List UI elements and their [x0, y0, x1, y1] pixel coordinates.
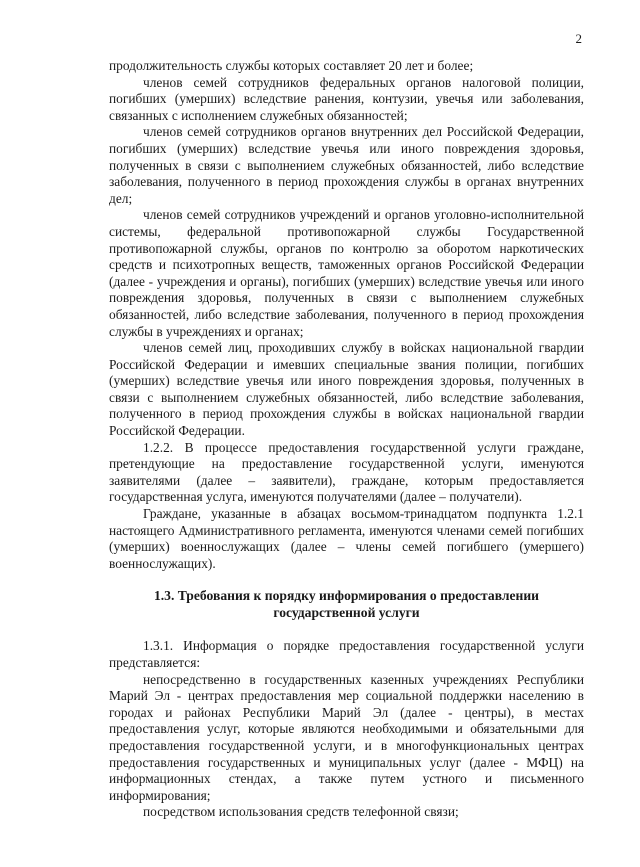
paragraph: непосредственно в государственных казенных учреждениях Республики Марий Эл - центрах предоставления мер социальной поддержки населению в городах и районах Республики Марий Эл (далее - центры), в местах предоставления услуг, которые являются необходимыми и обязательными для предоставления государственной услуги, и в многофункциональных центрах предоставления государственных и муниципальных услуг (далее - МФЦ) на информационных стендах, а также путем устного и письменного информирования;	[109, 671, 584, 803]
page-number: 2	[575, 31, 582, 46]
paragraph: посредством использования средств телефонной связи;	[143, 804, 459, 820]
section-heading: 1.3. Требования к порядку информирования о предоставлении государственной услуги	[153, 588, 540, 621]
paragraph: членов семей сотрудников федеральных органов налоговой полиции, погибших (умерших) вследствие ранения, контузии, увечья или заболевания, связанных с исполнением служебных обязанностей;	[109, 74, 584, 123]
document-body	[109, 58, 584, 821]
paragraph: 1.3.1. Информация о порядке предоставления государственной услуги представляется:	[109, 638, 584, 670]
paragraph: членов семей сотрудников учреждений и органов уголовно-исполнительной системы, федеральной противопожарной службы Государственной противопожарной службы, органов по контролю за оборотом наркотических средств и психотропных веществ, таможенных органов Российской Федерации (далее - учреждения и органы), погибших (умерших) вследствие увечья или иного повреждения здоровья, полученных в связи с выполнением служебных обязанностей, либо вследствие заболевания, полученного в период прохождения службы в учреждениях и органах;	[109, 207, 584, 339]
paragraph: Граждане, указанные в абзацах восьмом-тринадцатом подпункта 1.2.1 настоящего Административного регламента, именуются членами семей погибших (умерших) военнослужащих (далее – члены семей погибшего (умершего) военнослужащих).	[109, 506, 584, 571]
paragraph: членов семей сотрудников органов внутренних дел Российской Федерации, погибших (умерших) вследствие увечья или иного повреждения здоровья, полученных в связи с выполнением служебных обязанностей, либо вследствие заболевания, полученного в период прохождения службы в органах внутренних дел;	[109, 124, 584, 206]
paragraph: членов семей лиц, проходивших службу в войсках национальной гвардии Российской Федерации и имевших специальные звания полиции, погибших (умерших) вследствие увечья или иного повреждения здоровья, полученных в связи с выполнением служебных обязанностей, либо вследствие заболевания, полученного в период прохождения службы в войсках национальной гвардии Российской Федерации.	[109, 340, 584, 439]
paragraph: продолжительность службы которых составляет 20 лет и более;	[109, 58, 474, 73]
paragraph: 1.2.2. В процессе предоставления государственной услуги граждане, претендующие на предоставление государственной услуги, именуются заявителями (далее – заявители), граждане, которым предоставляется государственная услуга, именуются получателями (далее – получатели).	[109, 439, 584, 505]
